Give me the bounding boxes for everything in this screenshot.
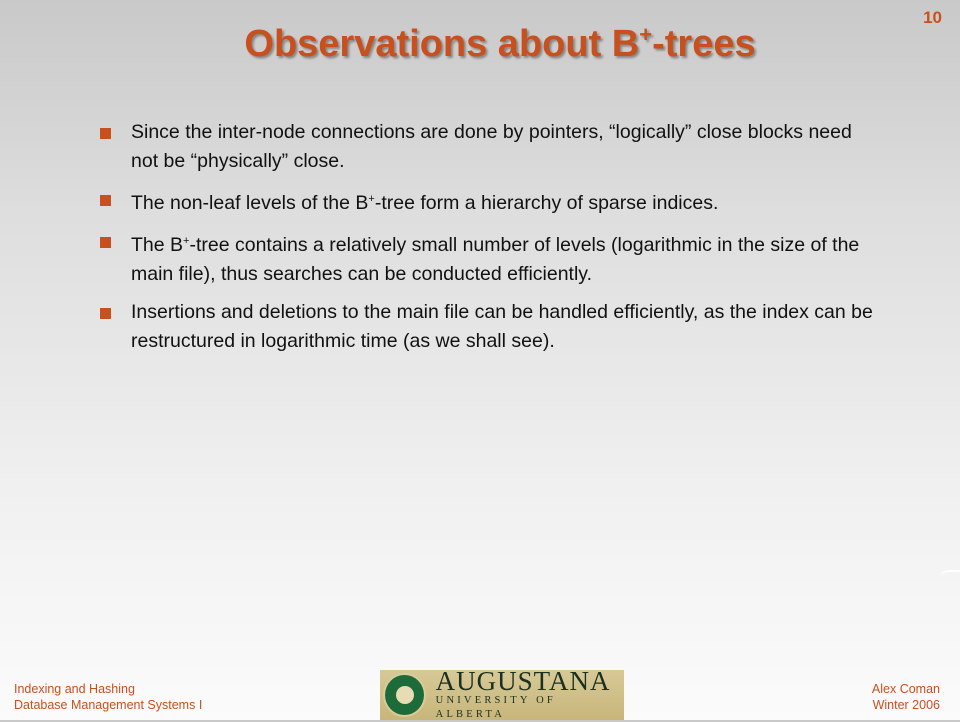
logo-wordmark — [436, 668, 624, 722]
logo-main-text: AUGUSTANA — [435, 666, 611, 696]
footer-author: Alex Coman — [871, 682, 940, 696]
bullet-list — [96, 118, 876, 365]
footer-term: Winter 2006 — [872, 698, 940, 712]
title-superscript: + — [639, 22, 653, 47]
footer-author-info — [872, 681, 940, 713]
slide-number: 10 — [923, 8, 942, 27]
logo-sub-text: UNIVERSITY OF ALBERTA — [435, 695, 556, 720]
page-curl-decoration — [940, 570, 960, 582]
footer-course-info — [14, 681, 202, 713]
bullet-item: Insertions and deletions to the main file can be handled efficiently, as the index can be restructured in logarithmic time (as we shall see). — [96, 298, 876, 356]
title-suffix: -trees — [652, 23, 756, 65]
square-bullet-icon — [100, 237, 111, 248]
footer-topic: Indexing and Hashing — [14, 682, 135, 696]
university-seal-icon — [383, 673, 426, 717]
augustana-logo — [380, 666, 624, 720]
title-prefix: Observations about B — [244, 23, 640, 65]
square-bullet-icon — [100, 308, 111, 319]
footer-course: Database Management Systems I — [14, 698, 203, 712]
square-bullet-icon — [100, 195, 111, 206]
slide-title — [0, 22, 960, 66]
square-bullet-icon — [100, 128, 111, 139]
bullet-item: The B+-tree contains a relatively small number of levels (logarithmic in the size of the main file), thus searches can be conducted efficiently. — [96, 227, 876, 289]
bullet-item: Since the inter-node connections are done by pointers, “logically” close blocks need not be “physically” close. — [96, 118, 876, 176]
bullet-item: The non-leaf levels of the B+-tree form a hierarchy of sparse indices. — [96, 185, 876, 218]
